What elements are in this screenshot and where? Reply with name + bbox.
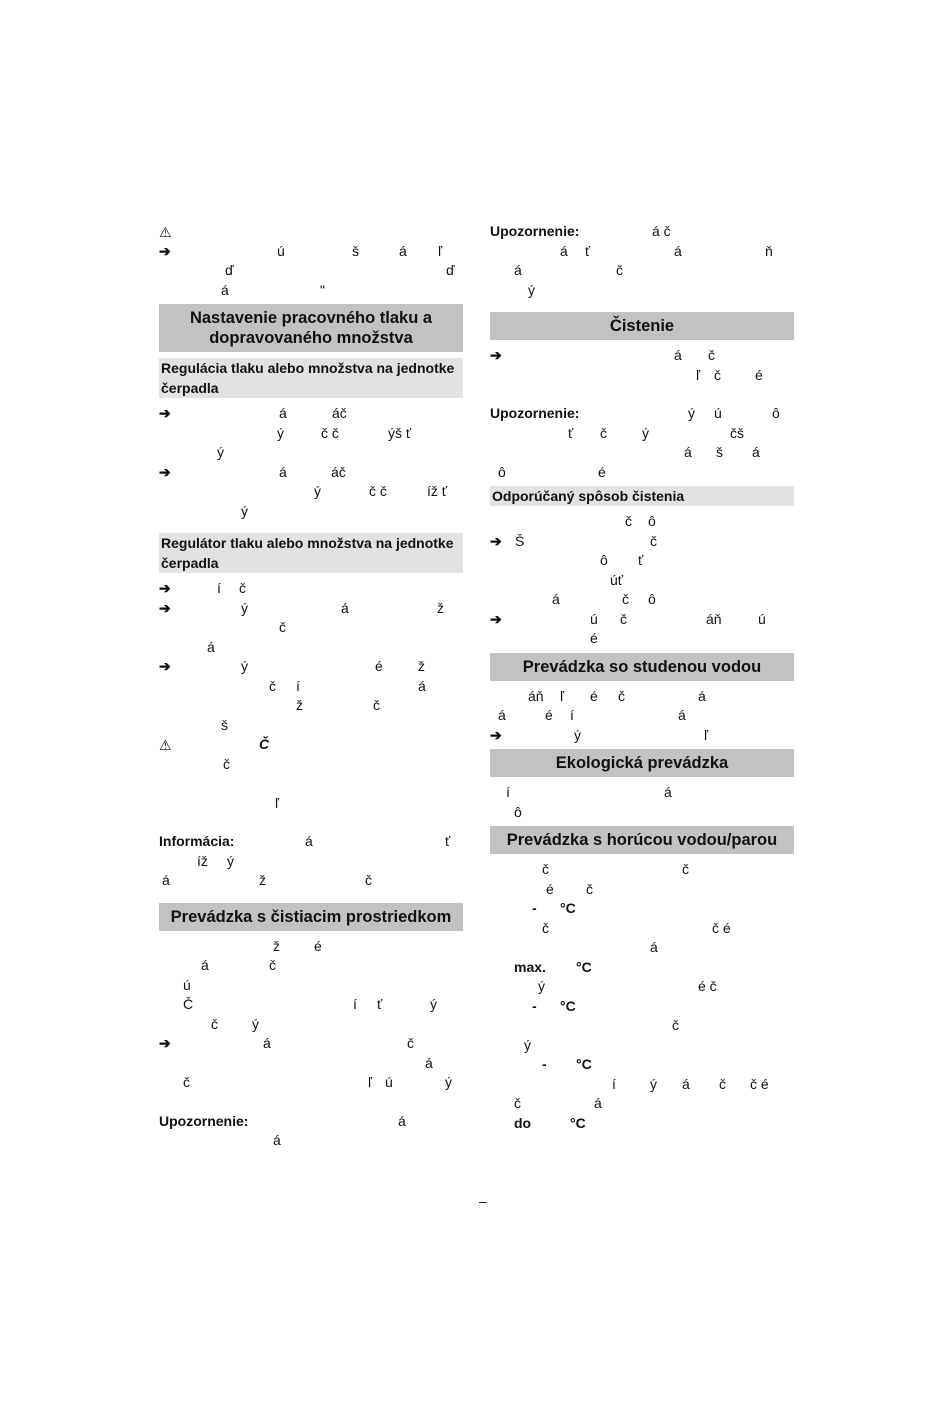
text-fragment: ú <box>714 405 722 421</box>
text-fragment: č <box>622 591 629 607</box>
text-line <box>159 995 463 1015</box>
text-fragment: č é <box>712 919 731 936</box>
text-line <box>490 977 794 997</box>
text-fragment: á <box>678 707 686 723</box>
text-fragment: é <box>546 880 554 897</box>
text-fragment: ť <box>568 424 574 441</box>
text-fragment: č é <box>750 1075 769 1092</box>
text-fragment: ý <box>528 281 535 298</box>
text-fragment: š <box>716 444 723 460</box>
text-line <box>159 794 463 814</box>
text-line <box>159 774 463 794</box>
text-fragment: Č <box>183 996 194 1012</box>
section-title: Prevádzka so studenou vodou <box>490 653 794 681</box>
text-fragment: č <box>183 1074 190 1090</box>
text-fragment: íž <box>197 852 208 869</box>
text-fragment: ý <box>252 1015 259 1032</box>
text-fragment: áč <box>332 405 347 421</box>
text-line <box>159 242 463 262</box>
text-line <box>159 1131 463 1151</box>
text-fragment: í <box>296 677 300 694</box>
text-fragment: ň <box>765 242 773 259</box>
text-fragment: ď <box>446 262 455 278</box>
text-line <box>490 551 794 571</box>
text-fragment: ú <box>758 610 766 627</box>
arrow-icon: ➔ <box>159 405 171 421</box>
text-fragment: á <box>684 444 692 460</box>
text-fragment: č <box>625 513 632 529</box>
text-fragment: - <box>532 997 537 1014</box>
text-fragment: °C <box>576 958 592 975</box>
text-fragment: °C <box>560 997 576 1014</box>
text-fragment: č <box>211 1015 218 1032</box>
text-fragment: á <box>279 463 287 480</box>
arrow-icon: ➔ <box>159 599 171 616</box>
text-fragment: á <box>552 591 560 607</box>
text-fragment: č <box>223 755 230 772</box>
text-line <box>159 1112 463 1132</box>
text-fragment: š <box>221 716 228 733</box>
text-fragment: á <box>162 872 170 888</box>
left-column <box>159 222 463 1151</box>
spacer <box>159 891 463 899</box>
text-fragment: č <box>714 366 721 383</box>
text-fragment: ľ <box>704 726 709 743</box>
text-fragment: á <box>279 405 287 421</box>
text-fragment: áč <box>331 463 346 480</box>
text-fragment: ýš ť <box>388 424 412 441</box>
text-line <box>159 463 463 483</box>
text-fragment: ť <box>377 996 383 1012</box>
subsection-title: Odporúčaný spôsob čistenia <box>490 486 794 506</box>
text-fragment: ď <box>225 262 234 278</box>
text-fragment: á <box>398 1112 406 1129</box>
text-fragment: Upozornenie: <box>490 405 580 421</box>
text-fragment: á <box>664 784 672 800</box>
text-fragment: áň <box>528 687 544 704</box>
text-fragment: é <box>590 687 598 704</box>
text-fragment: á <box>418 677 426 694</box>
spacer <box>159 813 463 832</box>
text-line <box>159 281 463 301</box>
text-fragment: ô <box>514 803 522 820</box>
warning-icon: ⚠ <box>159 224 172 240</box>
text-fragment: č <box>586 880 593 897</box>
section-title: Prevádzka s čistiacim prostriedkom <box>159 903 463 931</box>
text-fragment: ž <box>437 599 444 616</box>
text-fragment: úť <box>610 571 624 588</box>
text-fragment: í <box>570 707 574 723</box>
text-line <box>159 1073 463 1093</box>
text-line <box>490 404 794 424</box>
text-line <box>490 919 794 939</box>
text-fragment: ý <box>227 852 234 869</box>
arrow-icon: ➔ <box>159 658 171 674</box>
text-line <box>490 899 794 919</box>
text-fragment: á <box>341 599 349 616</box>
text-fragment: č <box>672 1017 679 1033</box>
text-fragment: é <box>598 463 606 480</box>
text-fragment: ť <box>638 552 644 568</box>
spacer <box>159 1093 463 1112</box>
text-fragment: °C <box>570 1114 586 1131</box>
text-fragment: ú <box>183 976 191 993</box>
arrow-icon: ➔ <box>159 242 171 259</box>
text-line <box>490 958 794 978</box>
text-fragment: í <box>353 996 357 1012</box>
text-fragment: áň <box>706 610 722 627</box>
text-fragment: č <box>542 919 549 936</box>
text-fragment: é <box>755 366 763 383</box>
text-line <box>490 532 794 552</box>
text-line <box>490 366 794 386</box>
text-line <box>490 443 794 463</box>
text-fragment: á <box>221 281 229 298</box>
text-line <box>159 261 463 281</box>
text-line <box>490 997 794 1017</box>
text-fragment: č <box>269 677 276 694</box>
text-line <box>490 726 794 746</box>
text-fragment: ľ <box>275 794 280 811</box>
text-fragment: č <box>239 580 246 596</box>
text-fragment: á <box>514 262 522 278</box>
text-fragment: ô <box>648 513 656 529</box>
right-column <box>490 222 794 1133</box>
text-fragment: č č <box>369 483 387 499</box>
text-line <box>490 1016 794 1036</box>
text-fragment: ý <box>642 424 649 441</box>
text-fragment: č <box>269 957 276 973</box>
text-line <box>490 706 794 726</box>
text-fragment: ž <box>296 697 303 713</box>
section-title: Ekologická prevádzka <box>490 749 794 777</box>
text-fragment: ý <box>524 1036 531 1053</box>
text-fragment: č <box>365 872 372 888</box>
text-fragment: ý <box>688 405 695 421</box>
text-fragment: " <box>320 281 325 298</box>
section-title: Nastavenie pracovného tlaku a dopravovaného množstva <box>159 304 463 352</box>
arrow-icon: ➔ <box>159 580 171 596</box>
text-line <box>159 618 463 638</box>
text-line <box>490 1036 794 1056</box>
arrow-icon: ➔ <box>490 347 502 363</box>
text-line <box>159 599 463 619</box>
text-line <box>159 404 463 424</box>
text-fragment: é č <box>698 978 717 994</box>
text-fragment: Upozornenie: <box>490 223 580 239</box>
text-fragment: ô <box>648 591 656 607</box>
text-fragment: č <box>618 687 625 704</box>
text-line <box>490 1075 794 1095</box>
arrow-icon: ➔ <box>490 610 502 627</box>
text-fragment: ý <box>241 658 248 674</box>
text-line <box>159 677 463 697</box>
text-fragment: š <box>352 242 359 259</box>
text-line <box>490 880 794 900</box>
text-line <box>159 443 463 463</box>
text-fragment: ľ <box>438 242 443 259</box>
text-line <box>490 463 794 483</box>
text-line <box>490 1094 794 1114</box>
text-line <box>490 346 794 366</box>
text-line <box>490 610 794 630</box>
arrow-icon: ➔ <box>159 1035 171 1051</box>
text-fragment: ž <box>273 937 280 954</box>
text-fragment: ý <box>538 978 545 994</box>
text-fragment: á <box>650 939 658 955</box>
text-line <box>159 976 463 996</box>
arrow-icon: ➔ <box>490 532 502 549</box>
text-line <box>159 424 463 444</box>
text-fragment: ž <box>418 658 425 674</box>
text-fragment: é <box>545 707 553 723</box>
text-fragment: á <box>425 1054 433 1071</box>
text-fragment: Upozornenie: <box>159 1112 249 1129</box>
text-fragment: č <box>708 347 715 363</box>
text-fragment: ô <box>772 405 780 421</box>
text-fragment: do <box>514 1114 532 1131</box>
spacer <box>490 385 794 404</box>
text-fragment: á <box>560 242 568 259</box>
text-fragment: Š <box>515 532 525 549</box>
text-line <box>490 860 794 880</box>
text-fragment: Informácia: <box>159 833 235 849</box>
text-fragment: ť <box>585 242 591 259</box>
text-line <box>159 956 463 976</box>
text-fragment: ý <box>430 996 437 1012</box>
text-line <box>490 512 794 532</box>
text-line <box>490 222 794 242</box>
text-line <box>159 716 463 736</box>
text-fragment: á <box>674 242 682 259</box>
section-title: Čistenie <box>490 312 794 340</box>
text-fragment: - <box>542 1056 547 1072</box>
arrow-icon: ➔ <box>159 463 171 480</box>
text-fragment: č <box>620 610 627 627</box>
section-title: Prevádzka s horúcou vodou/parou <box>490 826 794 854</box>
text-fragment: - <box>532 900 537 916</box>
text-fragment: á <box>305 833 313 849</box>
text-line <box>490 783 794 803</box>
text-fragment: ý <box>574 726 581 743</box>
text-fragment: á <box>674 347 682 363</box>
text-fragment: á <box>682 1075 690 1092</box>
text-fragment: č <box>650 532 657 549</box>
text-fragment: ý <box>650 1075 657 1092</box>
text-fragment: é <box>314 937 322 954</box>
text-line <box>490 590 794 610</box>
text-fragment: ť <box>445 833 451 849</box>
text-line <box>159 579 463 599</box>
text-fragment: ľ <box>696 366 701 383</box>
text-fragment: °C <box>576 1056 592 1072</box>
text-line <box>490 803 794 823</box>
text-line <box>159 657 463 677</box>
text-fragment: č <box>407 1035 414 1051</box>
text-fragment: á <box>201 957 209 973</box>
text-fragment: č <box>616 262 623 278</box>
spacer <box>490 300 794 308</box>
text-fragment: č <box>682 861 689 877</box>
text-fragment: č <box>719 1075 726 1092</box>
warning-line <box>159 735 463 755</box>
text-fragment: ô <box>498 463 506 480</box>
text-fragment: ý <box>241 502 248 519</box>
text-fragment: íž ť <box>427 483 448 499</box>
text-line <box>490 1114 794 1134</box>
warning-line <box>159 222 463 242</box>
text-line <box>159 482 463 502</box>
text-fragment: ú <box>385 1074 393 1090</box>
text-line <box>490 242 794 262</box>
text-fragment: á <box>399 242 407 259</box>
text-fragment: č <box>279 619 286 635</box>
text-fragment: á <box>752 444 760 460</box>
text-fragment: ý <box>241 599 248 616</box>
text-line <box>490 629 794 649</box>
text-fragment: Č <box>259 736 270 752</box>
text-fragment: á <box>207 638 215 655</box>
text-line <box>490 571 794 591</box>
warning-icon: ⚠ <box>159 737 172 753</box>
text-fragment: čš <box>730 424 744 441</box>
text-line <box>159 638 463 658</box>
text-fragment: á č <box>652 223 671 239</box>
text-fragment: ý <box>217 444 224 460</box>
text-line <box>490 938 794 958</box>
text-line <box>490 424 794 444</box>
text-fragment: á <box>263 1035 271 1051</box>
text-line <box>490 281 794 301</box>
text-fragment: ľ <box>560 687 565 704</box>
text-fragment: max. <box>514 958 546 975</box>
text-line <box>490 261 794 281</box>
text-line <box>159 1054 463 1074</box>
text-fragment: á <box>498 707 506 723</box>
text-fragment: á <box>698 687 706 704</box>
spacer <box>159 521 463 529</box>
text-line <box>159 1034 463 1054</box>
text-line <box>159 937 463 957</box>
text-fragment: ý <box>314 483 321 499</box>
subsection-title: Regulátor tlaku alebo množstva na jednotke čerpadla <box>159 533 463 573</box>
text-fragment: č č <box>321 424 339 441</box>
text-line <box>159 755 463 775</box>
text-line <box>159 832 463 852</box>
text-fragment: é <box>375 658 383 674</box>
page-number: – <box>479 1193 487 1209</box>
text-fragment: ô <box>600 552 608 568</box>
text-fragment: č <box>514 1095 521 1111</box>
text-fragment: č <box>373 697 380 713</box>
text-fragment: ľ <box>368 1074 373 1090</box>
arrow-icon: ➔ <box>490 726 502 743</box>
text-line <box>490 687 794 707</box>
text-line <box>159 871 463 891</box>
text-fragment: ý <box>445 1074 452 1090</box>
text-line <box>159 696 463 716</box>
text-fragment: é <box>590 630 598 646</box>
text-fragment: á <box>273 1132 281 1148</box>
text-fragment: č <box>600 424 607 441</box>
text-fragment: á <box>594 1095 602 1111</box>
text-line <box>159 1015 463 1035</box>
text-line <box>159 852 463 872</box>
text-fragment: ú <box>590 610 598 627</box>
text-fragment: č <box>542 861 549 877</box>
text-fragment: ý <box>277 424 284 441</box>
text-line <box>159 502 463 522</box>
subsection-title: Regulácia tlaku alebo množstva na jednotke čerpadla <box>159 358 463 398</box>
text-line <box>490 1055 794 1075</box>
text-fragment: í <box>506 784 510 800</box>
text-fragment: ú <box>277 242 285 259</box>
text-fragment: í <box>612 1075 616 1092</box>
text-fragment: ž <box>259 872 266 888</box>
text-fragment: °C <box>560 900 576 916</box>
text-fragment: í <box>217 580 221 596</box>
